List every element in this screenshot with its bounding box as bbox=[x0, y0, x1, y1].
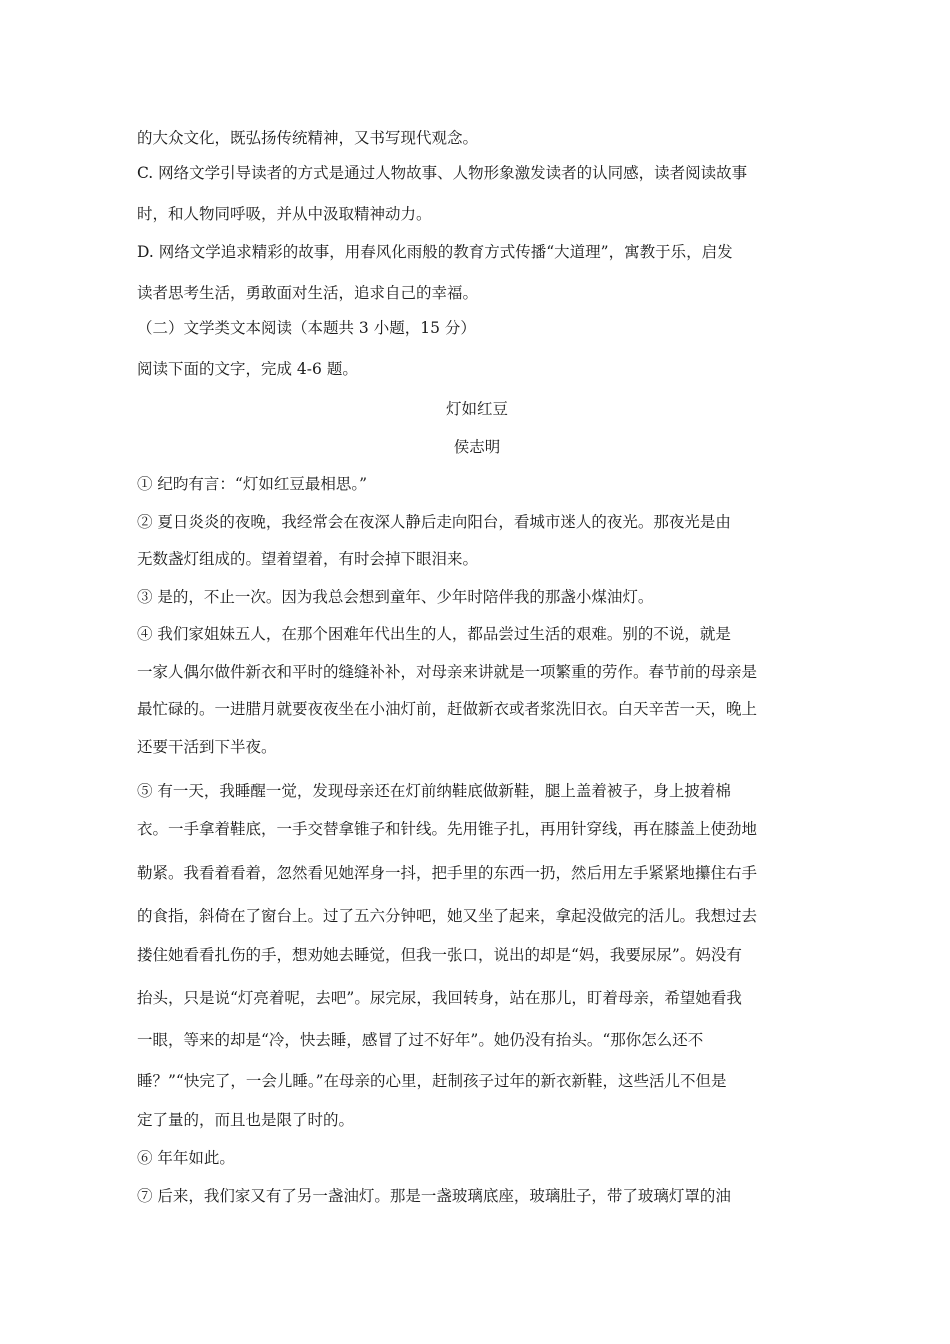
paragraph-line: 最忙碌的。一进腊月就要夜夜坐在小油灯前，赶做新衣或者浆洗旧衣。白天辛苦一天，晚上 bbox=[137, 700, 758, 718]
paragraph-line: 一眼，等来的却是“冷，快去睡，感冒了过不好年”。她仍没有抬头。“那你怎么还不 bbox=[137, 1031, 704, 1049]
section-heading: （二）文学类文本阅读（本题共 3 小题，15 分） bbox=[137, 319, 476, 337]
paragraph-line: 的食指，斜倚在了窗台上。过了五六分钟吧，她又坐了起来，拿起没做完的活儿。我想过去 bbox=[137, 907, 758, 925]
paragraph-line: 衣。一手拿着鞋底，一手交替拿锥子和针线。先用锥子扎，再用针穿线，再在膝盖上使劲地 bbox=[137, 820, 758, 838]
instruction-line: 阅读下面的文字，完成 4-6 题。 bbox=[137, 360, 358, 378]
paragraph-line: ① 纪昀有言：“灯如红豆最相思。” bbox=[137, 475, 368, 493]
paragraph-line: ⑥ 年年如此。 bbox=[137, 1149, 235, 1167]
paragraph-line: ② 夏日炎炎的夜晚，我经常会在夜深人静后走向阳台，看城市迷人的夜光。那夜光是由 bbox=[137, 513, 731, 531]
option-c-line-2: 时，和人物同呼吸，并从中汲取精神动力。 bbox=[137, 205, 432, 223]
option-c-line-1: C. 网络文学引导读者的方式是通过人物故事、人物形象激发读者的认同感，读者阅读故事 bbox=[137, 164, 748, 182]
paragraph-line: 一家人偶尔做件新衣和平时的缝缝补补，对母亲来讲就是一项繁重的劳作。春节前的母亲是 bbox=[137, 663, 758, 681]
option-d-line-2: 读者思考生活，勇敢面对生活，追求自己的幸福。 bbox=[137, 284, 479, 302]
paragraph-line: ⑦ 后来，我们家又有了另一盏油灯。那是一盏玻璃底座，玻璃肚子，带了玻璃灯罩的油 bbox=[137, 1187, 731, 1205]
paragraph-line: 无数盏灯组成的。望着望着，有时会掉下眼泪来。 bbox=[137, 550, 479, 568]
paragraph-line: 勒紧。我看着看着，忽然看见她浑身一抖，把手里的东西一扔，然后用左手紧紧地攥住右手 bbox=[137, 864, 758, 882]
paragraph-line: 定了量的，而且也是限了时的。 bbox=[137, 1111, 355, 1129]
paragraph-line: ⑤ 有一天，我睡醒一觉，发现母亲还在灯前纳鞋底做新鞋，腿上盖着被子，身上披着棉 bbox=[137, 782, 731, 800]
paragraph-line: 抬头，只是说“灯亮着呢，去吧”。尿完尿，我回转身，站在那儿，盯着母亲，希望她看我 bbox=[137, 989, 742, 1007]
article-title: 灯如红豆 bbox=[445, 400, 508, 418]
paragraph-line: 搂住她看看扎伤的手，想劝她去睡觉，但我一张口，说出的却是“妈，我要尿尿”。妈没有 bbox=[137, 946, 742, 964]
paragraph-line: 睡？”“快完了，一会儿睡。”在母亲的心里，赶制孩子过年的新衣新鞋，这些活儿不但是 bbox=[137, 1072, 727, 1090]
option-d-line-1: D. 网络文学追求精彩的故事，用春风化雨般的教育方式传播“大道理”，寓教于乐，启发 bbox=[137, 243, 733, 261]
text-line: 的大众文化，既弘扬传统精神，又书写现代观念。 bbox=[137, 129, 479, 147]
paragraph-line: ③ 是的，不止一次。因为我总会想到童年、少年时陪伴我的那盏小煤油灯。 bbox=[137, 588, 654, 606]
article-author: 侯志明 bbox=[453, 438, 501, 456]
paragraph-line: 还要干活到下半夜。 bbox=[137, 738, 277, 756]
paragraph-line: ④ 我们家姐妹五人，在那个困难年代出生的人，都品尝过生活的艰难。别的不说，就是 bbox=[137, 625, 731, 643]
